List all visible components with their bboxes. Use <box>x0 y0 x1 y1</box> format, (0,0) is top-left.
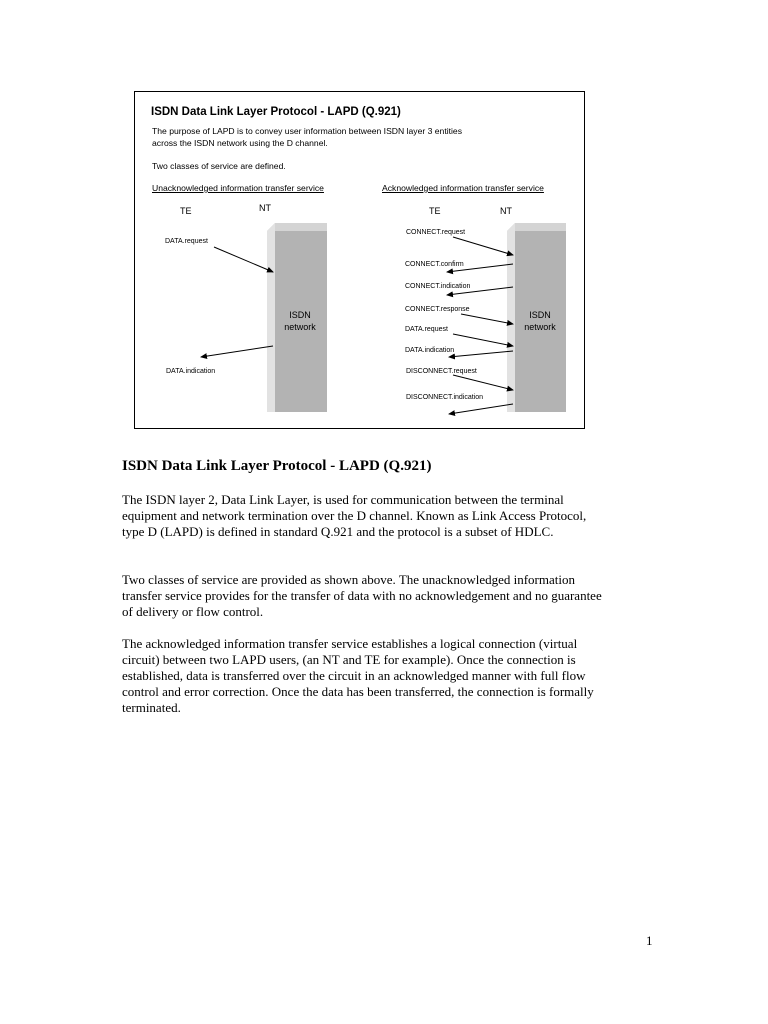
paragraph: The ISDN layer 2, Data Link Layer, is used for communication between the terminal equipment and network termination over the D channel. Known as Link Access Protocol, type D (LAPD) is defined in standard Q.921 and the protocol is a subset of HDLC. <box>122 492 587 539</box>
network-label-right-line1: ISDN <box>529 310 551 320</box>
slide-figure <box>134 91 585 429</box>
primitive-label: CONNECT.request <box>406 229 466 236</box>
ack-service-heading: Acknowledged information transfer service <box>382 183 544 193</box>
primitive-label: DISCONNECT.request <box>406 368 477 375</box>
slide-title: ISDN Data Link Layer Protocol - LAPD (Q.921) <box>151 106 401 118</box>
network-label-left-line1: ISDN <box>289 310 311 320</box>
primitive-label: DATA.indication <box>166 368 216 375</box>
arrow-connect-request <box>453 237 513 255</box>
primitive-label: CONNECT.confirm <box>405 261 464 268</box>
slide-purpose-line: The purpose of LAPD is to convey user information between ISDN layer 3 entities <box>152 126 463 136</box>
arrow-connect-response <box>461 314 513 324</box>
primitive-label: CONNECT.response <box>405 306 470 313</box>
slide-classes-text: Two classes of service are defined. <box>152 161 286 171</box>
slide-purpose-line: across the ISDN network using the D channel. <box>152 138 328 148</box>
network-label-right-line2: network <box>524 322 556 332</box>
primitive-label: CONNECT.indication <box>405 283 471 290</box>
arrow-data-indication-ack <box>449 351 513 357</box>
arrow-data-indication <box>201 346 273 357</box>
primitive-label: DISCONNECT.indication <box>406 394 484 401</box>
paragraph: The acknowledged information transfer service establishes a logical connection (virtual circuit) between two LAPD users, (an NT and TE for example). Once the connection is established, data is transferred over the circuit in an acknowledged manner with full flow control and error correction. Once the data has been transferred, the connection is formally terminated. <box>122 636 594 715</box>
nt-label-right: NT <box>500 206 512 216</box>
arrow-data-request <box>214 247 273 272</box>
document-heading: ISDN Data Link Layer Protocol - LAPD (Q.921) <box>122 458 432 474</box>
network-label-left-line2: network <box>284 322 316 332</box>
paragraph: Two classes of service are provided as shown above. The unacknowledged information transfer service provides for the transfer of data with no acknowledgement and no guarantee of delivery or flow control. <box>122 572 602 619</box>
unack-service-heading: Unacknowledged information transfer service <box>152 183 324 193</box>
nt-label-left: NT <box>259 203 271 213</box>
lapd-diagram <box>135 92 586 430</box>
arrow-disconnect-request <box>453 375 513 390</box>
te-label-left: TE <box>180 206 192 216</box>
page-number: 1 <box>646 933 653 948</box>
te-label-right: TE <box>429 206 441 216</box>
arrow-data-request-ack <box>453 334 513 346</box>
primitive-label: DATA.request <box>405 326 448 333</box>
primitive-label: DATA.indication <box>405 347 455 354</box>
primitive-label: DATA.request <box>165 238 208 245</box>
arrow-disconnect-indication <box>449 404 513 414</box>
